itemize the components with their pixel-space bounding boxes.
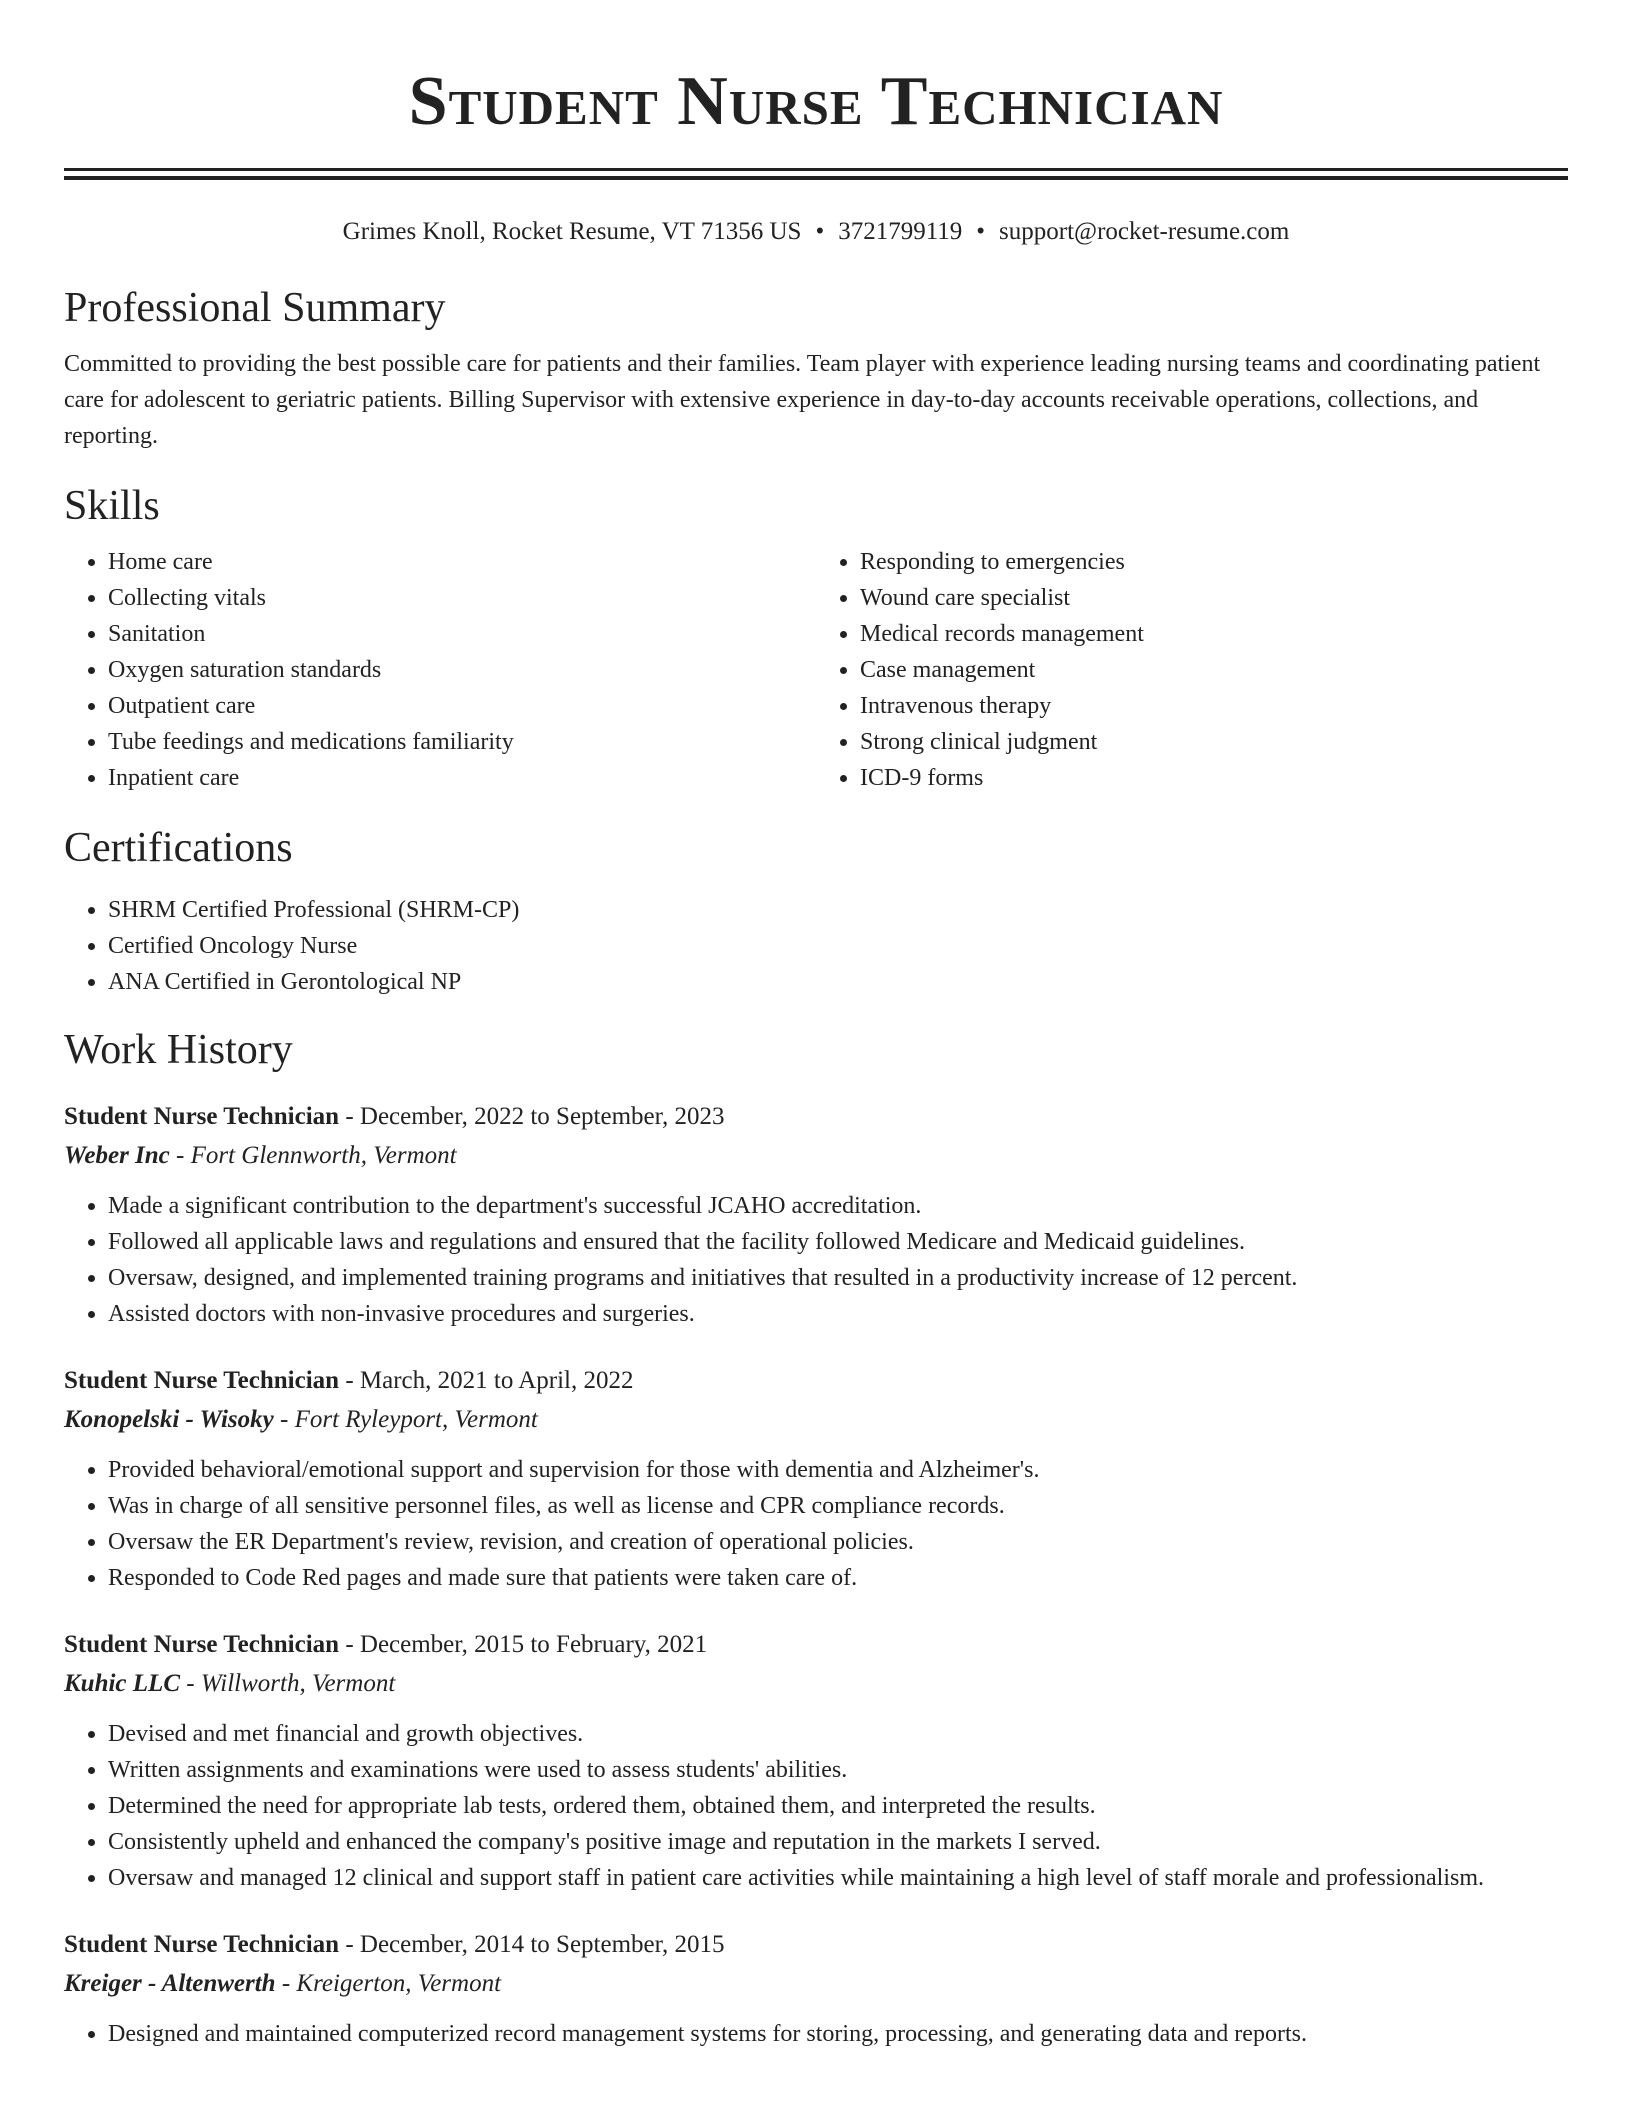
- job-bullet: • Was in charge of all sensitive personnel files, as well as license and CPR compliance records.: [108, 1488, 1568, 1524]
- contact-phone: 3721799119: [838, 218, 963, 245]
- skills-list-right: [816, 544, 1568, 796]
- job-bullets: [64, 1188, 1568, 1332]
- skill-item: • Home care: [108, 544, 816, 580]
- job-bullet: • Written assignments and examinations were used to assess students' abilities.: [108, 1752, 1568, 1788]
- contact-separator: •: [976, 218, 986, 245]
- job-company: Weber Inc: [64, 1142, 170, 1169]
- job-employer: [64, 1400, 1568, 1440]
- certifications-heading: Certifications: [64, 825, 293, 871]
- job-company: Konopelski - Wisoky: [64, 1406, 274, 1433]
- job-header: [64, 1926, 1568, 1964]
- job-location: - Willworth, Vermont: [180, 1670, 396, 1697]
- contact-email: support@rocket-resume.com: [999, 218, 1290, 245]
- skill-item: • Tube feedings and medications familiarity: [108, 724, 816, 760]
- certification-item: • Certified Oncology Nurse: [108, 928, 1568, 964]
- job-bullets: [64, 1716, 1568, 1896]
- summary-text: Committed to providing the best possible care for patients and their families. Team player with experience leading nursing teams and coordinating patient care for adolescent to geriatric patients. Billing Supervisor with extensive experience in day-to-day accounts receivable operations, collections, and reporting.: [64, 351, 1541, 449]
- job-bullet: • Designed and maintained computerized record management systems for storing, processing, and generating data and reports.: [108, 2016, 1568, 2052]
- contact-line: [64, 216, 1568, 248]
- job-dates: - December, 2014 to September, 2015: [339, 1931, 725, 1958]
- skills-list-left: [64, 544, 816, 796]
- job-role: Student Nurse Technician: [64, 1631, 340, 1658]
- skills-columns: [64, 544, 1568, 796]
- job-location: - Fort Glennworth, Vermont: [169, 1142, 457, 1169]
- skill-item: • Wound care specialist: [860, 580, 1568, 616]
- job-dates: - December, 2015 to February, 2021: [339, 1631, 708, 1658]
- skill-item: • Sanitation: [108, 616, 816, 652]
- job-employer: [64, 1964, 1568, 2004]
- skill-item: • ICD-9 forms: [860, 760, 1568, 796]
- job-bullet: • Provided behavioral/emotional support and supervision for those with dementia and Alzheimer's.: [108, 1452, 1568, 1488]
- job-role: Student Nurse Technician: [64, 1367, 340, 1394]
- job-bullet: • Oversaw the ER Department's review, revision, and creation of operational policies.: [108, 1524, 1568, 1560]
- title-divider: [64, 168, 1568, 180]
- job-bullet: • Determined the need for appropriate lab tests, ordered them, obtained them, and interpreted the results.: [108, 1788, 1568, 1824]
- contact-separator: •: [815, 218, 825, 245]
- job-bullet: • Followed all applicable laws and regulations and ensured that the facility followed Medicare and Medicaid guidelines.: [108, 1224, 1568, 1260]
- work-history-heading: Work History: [64, 1027, 293, 1073]
- skill-item: • Medical records management: [860, 616, 1568, 652]
- job-location: - Fort Ryleyport, Vermont: [273, 1406, 538, 1433]
- certifications-list: [64, 892, 1568, 1000]
- contact-address: Grimes Knoll, Rocket Resume, VT 71356 US: [342, 218, 802, 245]
- job-header: [64, 1626, 1568, 1664]
- job-role: Student Nurse Technician: [64, 1103, 340, 1130]
- job-employer: [64, 1664, 1568, 1704]
- job-bullet: • Oversaw and managed 12 clinical and support staff in patient care activities while maintaining a high level of staff morale and professionalism.: [108, 1860, 1568, 1896]
- skill-item: • Case management: [860, 652, 1568, 688]
- skill-item: • Inpatient care: [108, 760, 816, 796]
- certification-item: • ANA Certified in Gerontological NP: [108, 964, 1568, 1000]
- job-location: - Kreigerton, Vermont: [275, 1970, 502, 1997]
- job-entry: [64, 1926, 1568, 2052]
- job-bullet: • Responded to Code Red pages and made sure that patients were taken care of.: [108, 1560, 1568, 1596]
- job-bullet: • Consistently upheld and enhanced the company's positive image and reputation in the markets I served.: [108, 1824, 1568, 1860]
- resume-title: Student Nurse Technician: [408, 63, 1224, 140]
- job-company: Kuhic LLC: [64, 1670, 180, 1697]
- certification-item: • SHRM Certified Professional (SHRM-CP): [108, 892, 1568, 928]
- skill-item: • Responding to emergencies: [860, 544, 1568, 580]
- skill-item: • Intravenous therapy: [860, 688, 1568, 724]
- job-entry: [64, 1362, 1568, 1596]
- job-role: Student Nurse Technician: [64, 1931, 340, 1958]
- skill-item: • Outpatient care: [108, 688, 816, 724]
- skills-heading: Skills: [64, 483, 160, 529]
- job-entry: [64, 1626, 1568, 1896]
- job-bullet: • Assisted doctors with non-invasive procedures and surgeries.: [108, 1296, 1568, 1332]
- job-dates: - December, 2022 to September, 2023: [339, 1103, 725, 1130]
- job-dates: - March, 2021 to April, 2022: [339, 1367, 634, 1394]
- job-entry: [64, 1098, 1568, 1332]
- summary-heading: Professional Summary: [64, 285, 446, 331]
- skill-item: • Collecting vitals: [108, 580, 816, 616]
- job-company: Kreiger - Altenwerth: [64, 1970, 276, 1997]
- job-bullets: [64, 2016, 1568, 2052]
- skill-item: • Strong clinical judgment: [860, 724, 1568, 760]
- job-header: [64, 1098, 1568, 1136]
- job-bullet: • Oversaw, designed, and implemented training programs and initiatives that resulted in a productivity increase of 12 percent.: [108, 1260, 1568, 1296]
- job-bullets: [64, 1452, 1568, 1596]
- job-header: [64, 1362, 1568, 1400]
- job-bullet: • Made a significant contribution to the department's successful JCAHO accreditation.: [108, 1188, 1568, 1224]
- job-employer: [64, 1136, 1568, 1176]
- skill-item: • Oxygen saturation standards: [108, 652, 816, 688]
- job-bullet: • Devised and met financial and growth objectives.: [108, 1716, 1568, 1752]
